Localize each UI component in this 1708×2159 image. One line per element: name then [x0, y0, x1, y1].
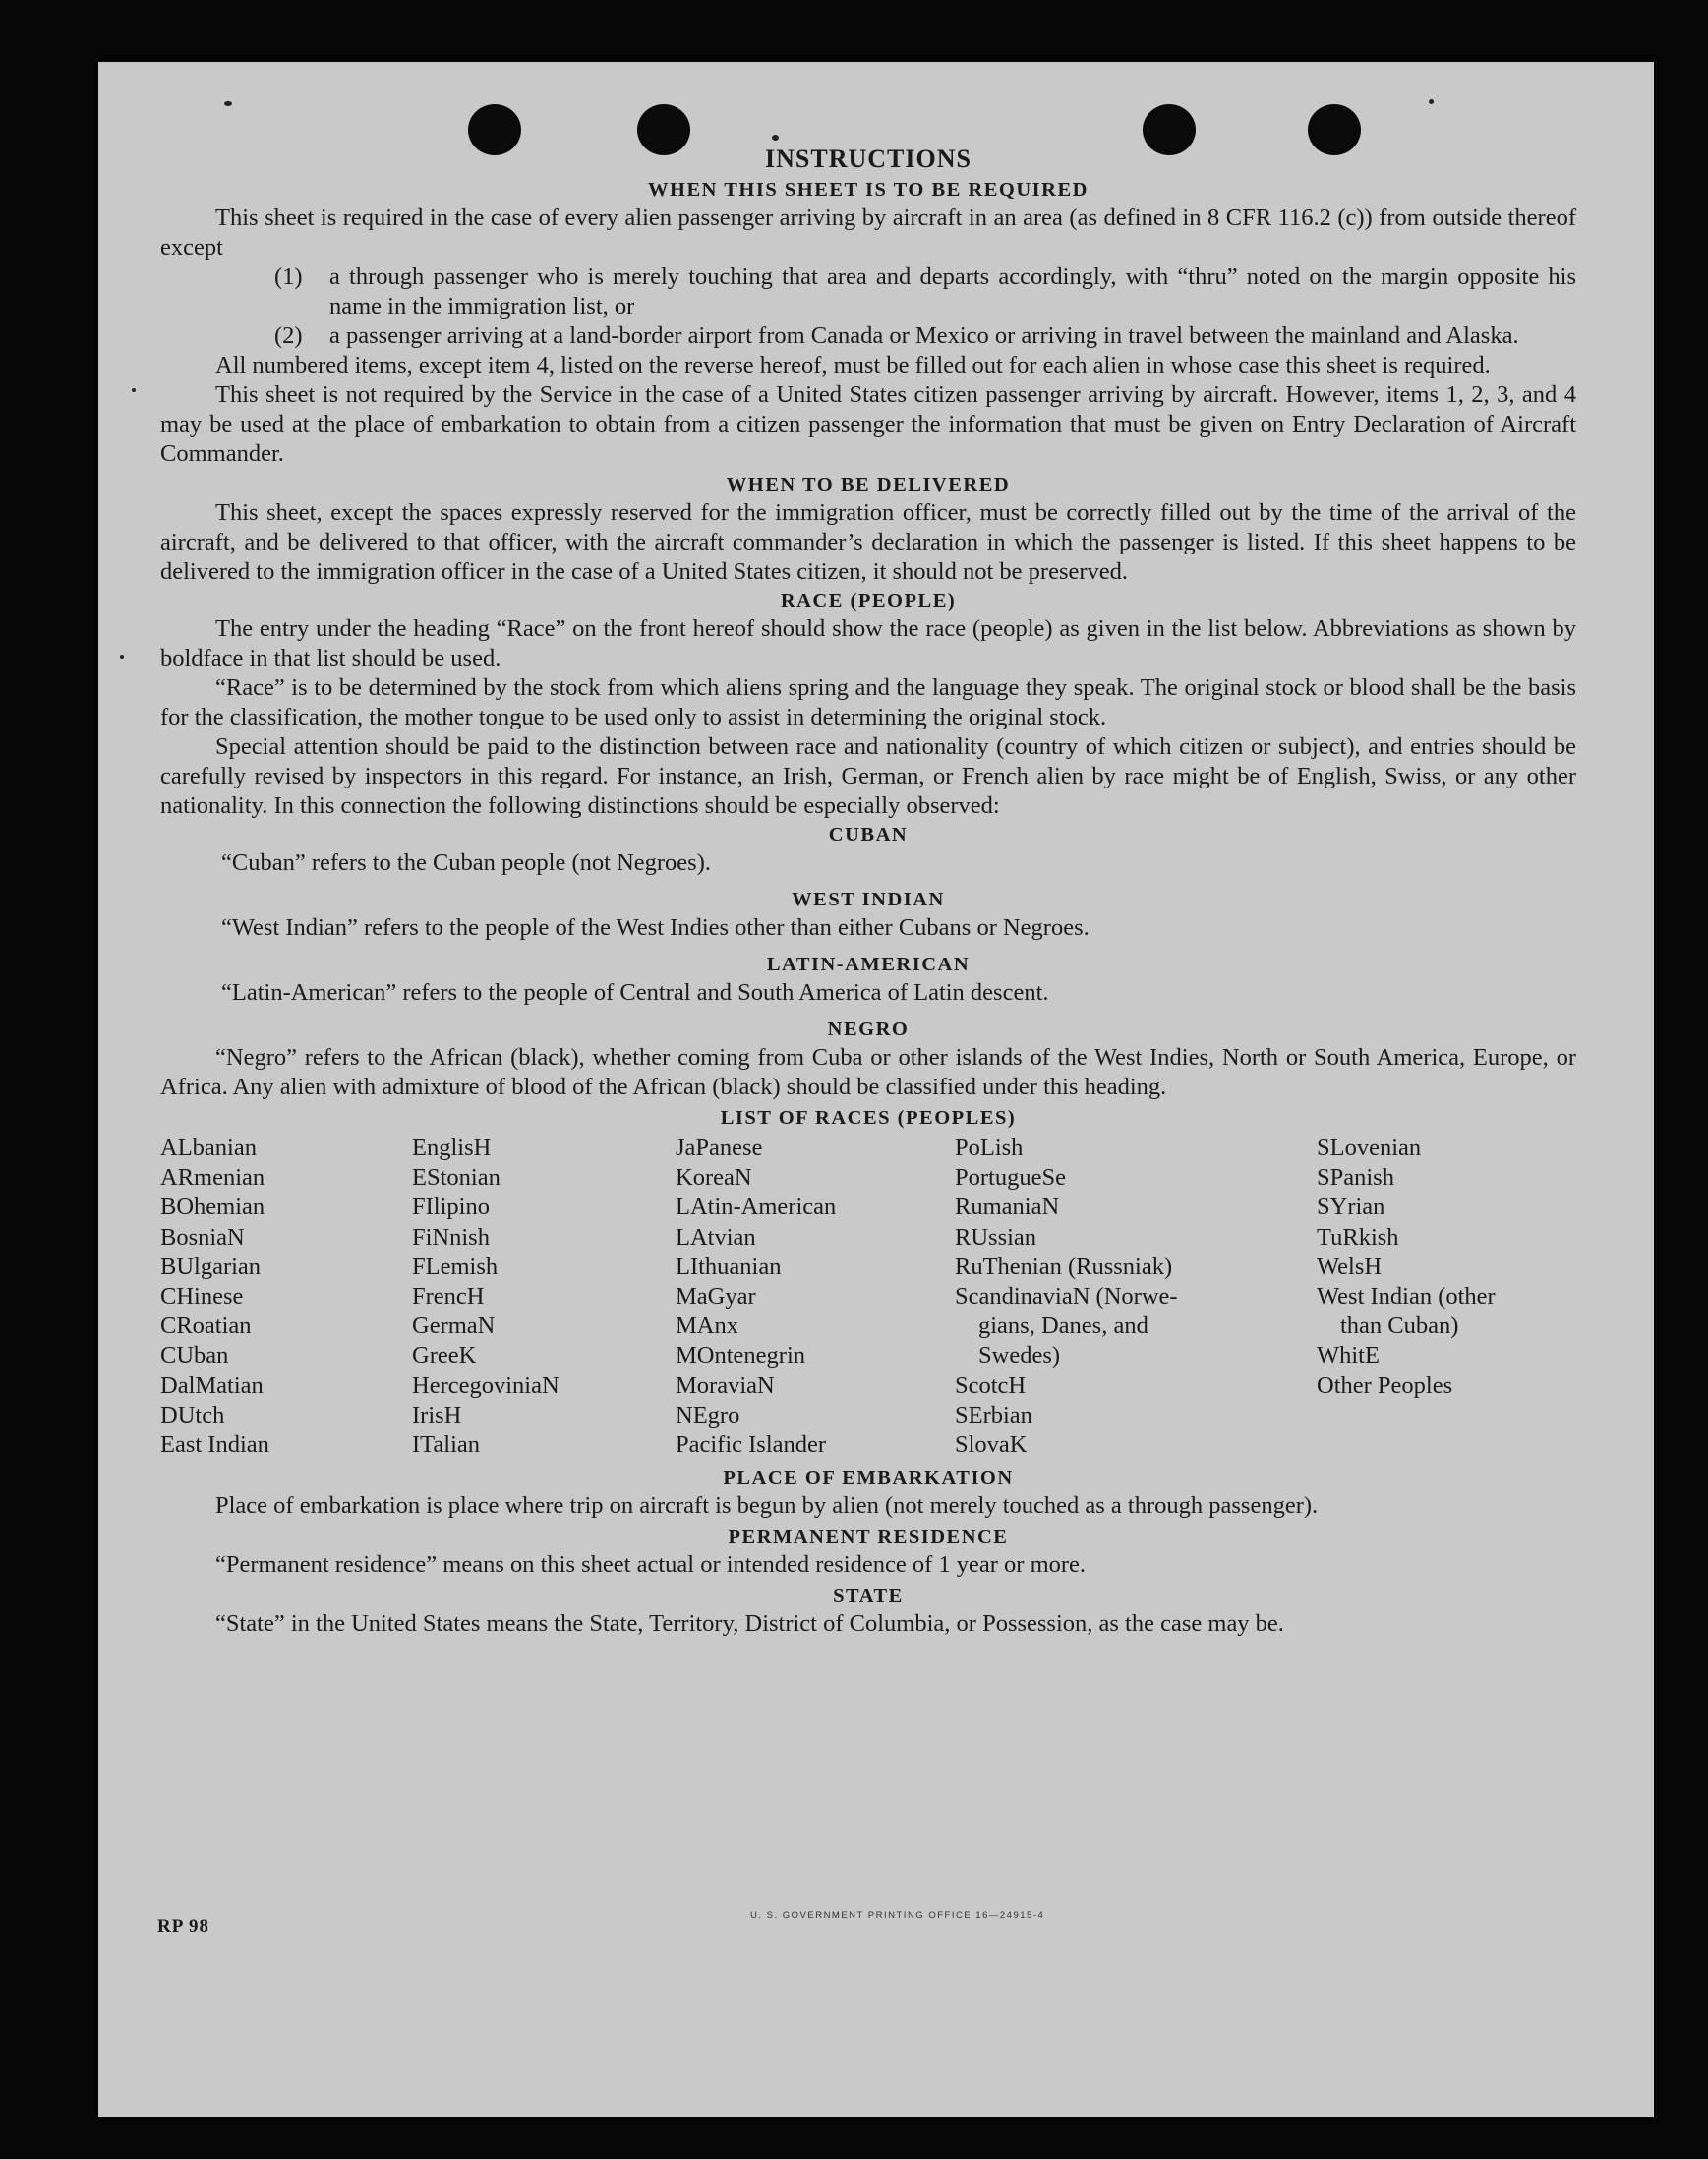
- race-entry: PortugueSe: [955, 1164, 1066, 1192]
- heading-required: WHEN THIS SHEET IS TO BE REQUIRED: [648, 179, 1089, 201]
- heading-residence: PERMANENT RESIDENCE: [728, 1526, 1009, 1548]
- race-entry: WhitE: [1317, 1342, 1380, 1370]
- heading-embarkation: PLACE OF EMBARKATION: [723, 1467, 1014, 1489]
- race-entry: West Indian (other: [1317, 1283, 1496, 1311]
- heading-race: RACE (PEOPLE): [780, 590, 957, 612]
- heading-west-indian: WEST INDIAN: [792, 889, 945, 910]
- definition-text: “West Indian” refers to the people of the West Indies other than either Cubans or Negroes.: [221, 914, 1090, 941]
- page-title: INSTRUCTIONS: [765, 145, 972, 173]
- race-entry: CRoatian: [160, 1313, 252, 1340]
- race-entry: EnglisH: [412, 1135, 492, 1161]
- race-entry: BosniaN: [160, 1223, 245, 1251]
- heading-latin-american: LATIN-AMERICAN: [766, 954, 971, 975]
- race-entry: FLemish: [412, 1253, 499, 1280]
- paragraph: All numbered items, except item 4, listed on the reverse hereof, must be filled out for each alien in whose case this sheet is required.: [215, 352, 1491, 379]
- heading-delivered: WHEN TO BE DELIVERED: [726, 474, 1011, 496]
- race-entry: WelsH: [1317, 1253, 1383, 1280]
- race-entry: KoreaN: [676, 1164, 752, 1192]
- race-entry: LIthuanian: [676, 1253, 782, 1280]
- race-entry: MaGyar: [676, 1283, 756, 1311]
- race-entry: GreeK: [412, 1342, 477, 1370]
- definition-text: “State” in the United States means the State, Territory, District of Columbia, or Possession, as the case may be.: [215, 1610, 1284, 1638]
- race-entry: SlovaK: [955, 1431, 1028, 1459]
- race-entry: DalMatian: [160, 1371, 264, 1399]
- race-entry: ARmenian: [160, 1164, 265, 1192]
- race-entry: East Indian: [160, 1431, 269, 1459]
- paragraph: The entry under the heading “Race” on the front hereof should show the race (people) as given in the list below. Abbreviations as shown by boldface in that list should be used.: [160, 615, 1576, 671]
- race-entry: SLovenian: [1317, 1135, 1422, 1161]
- race-entry: JaPanese: [676, 1135, 763, 1161]
- form-number: RP 98: [157, 1916, 210, 1937]
- printer-imprint: U. S. GOVERNMENT PRINTING OFFICE 16—24915-4: [750, 1910, 1045, 1921]
- paragraph: “Race” is to be determined by the stock from which aliens spring and the language they speak. The original stock or blood shall be the basis for the classification, the mother tongue to be used only to assist in determining the original stock.: [160, 674, 1576, 730]
- definition-text: “Permanent residence” means on this sheet actual or intended residence of 1 year or more.: [215, 1551, 1087, 1579]
- race-entry: CUban: [160, 1342, 229, 1370]
- race-entry: TuRkish: [1317, 1223, 1399, 1251]
- document-sheet: [98, 62, 1654, 2117]
- race-entry: MOntenegrin: [676, 1342, 805, 1370]
- race-entry: MoraviaN: [676, 1371, 775, 1399]
- definition-text: “Negro” refers to the African (black), whether coming from Cuba or other islands of the West Indies, North or South America, Europe, or Africa. Any alien with admixture of blood of the African (black) should be classified under this heading.: [160, 1044, 1576, 1100]
- race-entry: RUssian: [955, 1223, 1037, 1251]
- heading-negro: NEGRO: [827, 1019, 910, 1040]
- race-entry: HercegoviniaN: [412, 1371, 560, 1399]
- race-entry: ScotcH: [955, 1371, 1027, 1399]
- race-entry: MAnx: [676, 1313, 738, 1340]
- races-table: [160, 1134, 1576, 1460]
- race-entry: SPanish: [1317, 1164, 1394, 1192]
- race-entry: SErbian: [955, 1401, 1032, 1429]
- item-number: (2): [274, 322, 303, 349]
- races-column: [160, 1134, 412, 1460]
- race-entry: DUtch: [160, 1401, 225, 1429]
- paragraph: This sheet, except the spaces expressly reserved for the immigration officer, must be correctly filled out by the time of the arrival of the aircraft, and be delivered to that officer, with the aircraft commander’s declaration in which the passenger is listed. If this sheet happens to be delivered to the immigration officer in the case of a United States citizen, it should not be preserved.: [160, 499, 1576, 585]
- race-entry: FIlipino: [412, 1194, 490, 1221]
- item-text: a through passenger who is merely touching that area and departs accordingly, with “thru” noted on the margin opposite his name in the immigration list, or: [329, 263, 1576, 320]
- race-entry: ALbanian: [160, 1135, 257, 1161]
- race-entry: BUlgarian: [160, 1253, 262, 1280]
- paragraph: This sheet is required in the case of every alien passenger arriving by aircraft in an area (as defined in 8 CFR 116.2 (c)) from outside thereof except: [160, 204, 1576, 261]
- race-entry: ScandinaviaN (Norwe-: [955, 1283, 1178, 1311]
- races-column: [412, 1134, 676, 1460]
- race-entry: Pacific Islander: [676, 1431, 827, 1459]
- race-entry: RuThenian (Russniak): [955, 1253, 1173, 1280]
- race-entry: than Cuban): [1340, 1313, 1459, 1340]
- definition-text: Place of embarkation is place where trip on aircraft is begun by alien (not merely touched as a through passenger).: [215, 1492, 1319, 1520]
- race-entry: SYrian: [1317, 1194, 1385, 1221]
- heading-cuban: CUBAN: [828, 824, 909, 846]
- race-entry: gians, Danes, and: [978, 1313, 1148, 1340]
- race-entry: NEgro: [676, 1401, 740, 1429]
- paragraph: Special attention should be paid to the distinction between race and nationality (country of which citizen or subject), and entries should be carefully revised by inspectors in this regard. For instance, an Irish, German, or French alien by race might be of English, Swiss, or any other nationality. In this connection the following distinctions should be especially observed:: [160, 733, 1576, 819]
- race-entry: ITalian: [412, 1431, 481, 1459]
- race-entry: Swedes): [978, 1342, 1061, 1370]
- race-entry: IrisH: [412, 1401, 462, 1429]
- race-entry: Other Peoples: [1317, 1371, 1453, 1399]
- race-entry: CHinese: [160, 1283, 244, 1311]
- item-number: (1): [274, 263, 303, 290]
- races-column: [955, 1134, 1317, 1460]
- race-entry: BOhemian: [160, 1194, 265, 1221]
- definition-text: “Cuban” refers to the Cuban people (not Negroes).: [221, 849, 711, 876]
- race-entry: RumaniaN: [955, 1194, 1060, 1221]
- race-entry: LAtin-American: [676, 1194, 837, 1221]
- list-item: [160, 321, 1576, 351]
- races-column: [676, 1134, 955, 1460]
- races-column: [1317, 1134, 1576, 1460]
- race-entry: FiNnish: [412, 1223, 490, 1251]
- instructions-body: [160, 145, 1576, 1639]
- race-entry: PoLish: [955, 1135, 1024, 1161]
- race-entry: GermaN: [412, 1313, 496, 1340]
- item-text: a passenger arriving at a land-border airport from Canada or Mexico or arriving in travel between the mainland and Alaska.: [329, 322, 1519, 349]
- list-item: [160, 263, 1576, 321]
- race-entry: FrencH: [412, 1283, 485, 1311]
- heading-list-of-races: LIST OF RACES (PEOPLES): [720, 1107, 1017, 1129]
- paragraph: This sheet is not required by the Service in the case of a United States citizen passenger arriving by aircraft. However, items 1, 2, 3, and 4 may be used at the place of embarkation to obtain from a citizen passenger the information that must be given on Entry Declaration of Aircraft Commander.: [160, 381, 1576, 467]
- race-entry: LAtvian: [676, 1223, 756, 1251]
- race-entry: EStonian: [412, 1164, 501, 1192]
- heading-state: STATE: [833, 1585, 904, 1607]
- definition-text: “Latin-American” refers to the people of Central and South America of Latin descent.: [221, 979, 1049, 1006]
